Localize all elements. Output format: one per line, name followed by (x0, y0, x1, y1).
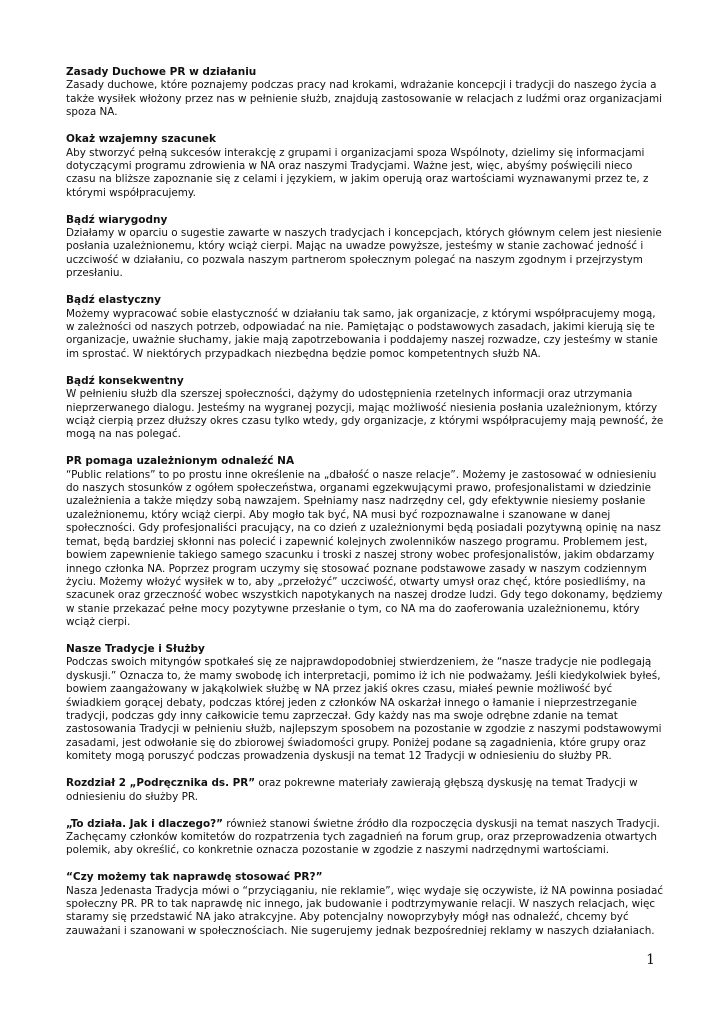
section-paragraph (66, 777, 664, 804)
paragraph-text: oraz pokrewne materiały zawierają głębszą dyskusję na temat Tradycji w odniesieniu do służby PR. (66, 777, 638, 803)
section-paragraph: Działamy w oparciu o sugestie zawarte w naszych tradycjach i koncepcjach, których głównym celem jest niesienie posłania uzależnionemu, który wciąż cierpi. Mając na uwadze powyższe, jesteśmy w stanie zachować jedność i uczciwość w działaniu, co pozwala naszym partnerom społecznym polegać na naszym zgodnym i przejrzystym przesłaniu. (66, 227, 662, 280)
section-paragraph: Nasza Jedenasta Tradycja mówi o “przyciąganiu, nie reklamie”, więc wydaje się oczywiste, iż NA powinna posiadać społeczny PR. PR to tak naprawdę nic innego, jak budowanie i podtrzymywanie relacji. W naszych relacjach, więc staramy się przedstawić NA jako atrakcyjne. Aby potencjalny nowoprzybyły mógł nas odnaleźć, chcemy być zauważani i szanowani w społecznościach. Nie sugerujemy jednak bezpośredniej reklamy w naszych działaniach. (66, 884, 664, 937)
section-paragraph (66, 818, 664, 858)
section-heading: Zasady Duchowe PR w działaniu (66, 66, 257, 78)
bold-lead: „To działa. Jak i dlaczego?” (66, 817, 223, 830)
section-elastyczny (66, 294, 664, 361)
section-wzajemny-szacunek (66, 133, 664, 200)
section-heading: PR pomaga uzależnionym odnaleźć NA (66, 455, 295, 468)
section-rozdzial-2 (66, 777, 664, 804)
paragraph-text: również stanowi świetne źródło dla rozpoczęcia dyskusji na temat naszych Tradycji. Zachęcamy członków komitetów do rozpatrzenia tych zagadnień na forum grup, oraz przeprowadzenia otwartych polemik, aby określić, co konkretnie oznacza pozostanie w zgodzie z naszymi nadrzędnymi wartościami. (66, 817, 660, 857)
section-czy-mozemy (66, 871, 664, 938)
section-heading: Nasze Tradycje i Służby (66, 643, 205, 656)
page-number: 1 (646, 952, 655, 968)
section-konsekwentny (66, 375, 664, 442)
section-zasady-duchowe (66, 66, 664, 120)
section-heading: Bądź wiarygodny (66, 213, 168, 226)
section-heading: “Czy możemy tak naprawdę stosować PR?” (66, 871, 323, 884)
section-paragraph: Aby stworzyć pełną sukcesów interakcję z grupami i organizacjami spoza Wspólnoty, dzielimy się informacjami dotyczącymi programu zdrowienia w NA oraz naszymi Tradycjami. Ważne jest, więc, abyśmy poświęcili nieco czasu na bliższe zapoznanie się z celami i językiem, w jakim operują oraz wartościami wyznawanymi przez te, z którymi współpracujemy. (66, 146, 649, 199)
section-paragraph: W pełnieniu służb dla szerszej społeczności, dążymy do udostępnienia rzetelnych informacji oraz utrzymania nieprzerwanego dialogu. Jesteśmy na wygranej pozycji, mając możliwość niesienia posłania uzależnionym, którzy wciąż cierpią przez dłuższy okres czasu tylko wtedy, gdy organizacje, z którymi współpracujemy mają pewność, że mogą na nas polegać. (66, 388, 664, 441)
section-pr-pomaga (66, 455, 664, 629)
section-to-dziala (66, 818, 664, 858)
section-paragraph: “Public relations” to po prostu inne określenie na „dbałość o nasze relacje”. Możemy je zastosować w odniesieniu do naszych stosunków z ogółem społeczeństwa, organami egzekwującymi prawo, profesjonalistami w dziedzinie uzależnienia a także między sobą nawzajem. Spełniamy nasz nadrzędny cel, gdy efektywnie niesiemy posłanie uzależnionemu, który wciąż cierpi. Aby mogło tak być, NA musi być rozpoznawalne i szanowane w danej społeczności. Gdy profesjonaliści pracujący, na co dzień z uzależnionymi będą posiadali pozytywną opinię na nasz temat, będą bardziej skłonni nas polecić i zapewnić kolejnych zwolenników naszego programu. Problemem jest, bowiem zapewnienie takiego samego szacunku i troski z naszej strony wobec profesjonalistów, jakim obdarzamy innego członka NA. Poprzez program uczymy się stosować poznane podstawowe zasady w naszym codziennym życiu. Możemy włożyć wysiłek w to, aby „przełożyć” uczciwość, otwarty umysł oraz chęć, które posiedliśmy, na szacunek oraz grzeczność wobec wszystkich napotykanych na naszej drodze ludzi. Gdy tego dokonamy, będziemy w stanie przekazać pełne mocy pozytywne przesłanie o tym, co NA ma do zaoferowania uzależnionemu, który wciąż cierpi. (66, 468, 663, 629)
section-paragraph: Możemy wypracować sobie elastyczność w działaniu tak samo, jak organizacje, z którymi współpracujemy mogą, w zależności od naszych potrzeb, odpowiadać na nie. Pamiętając o podstawowych zasadach, jakimi kierują się te organizacje, uważnie słuchamy, jakie mają zapotrzebowania i poddajemy naszej rozwadze, czy jesteśmy w stanie im sprostać. W niektórych przypadkach niezbędna będzie pomoc kompetentnych służb NA. (66, 307, 658, 360)
section-paragraph: Zasady duchowe, które poznajemy podczas pracy nad krokami, wdrażanie koncepcji i tradycji do naszego życia a także wysiłek włożony przez nas w pełnienie służb, znajdują zastosowanie w relacjach z ludźmi oraz organizacjami spoza NA. (66, 79, 662, 119)
section-tradycje-sluzby (66, 643, 664, 764)
section-paragraph: Podczas swoich mityngów spotkałeś się ze najprawdopodobniej stwierdzeniem, że “nasze tradycje nie podlegają dyskusji.” Oznacza to, że mamy swobodę ich interpretacji, pomimo iż ich nie podważamy. Jeśli kiedykolwiek byłeś, bowiem zaangażowany w jakąkolwiek służbę w NA przez jakiś okres czasu, miałeś pewnie możliwość być świadkiem gorącej debaty, podczas której jeden z członków NA oskarżał innego o łamanie i nieprzestrzeganie tradycji, podczas gdy inny całkowicie temu zaprzeczał. Gdy każdy nas ma swoje odrębne zdanie na temat zastosowania Tradycji w pełnieniu służb, najlepszym sposobem na pozostanie w zgodzie z naszymi podstawowymi zasadami, jest odwołanie się do zbiorowej świadomości grupy. Poniżej podane są zagadnienia, które grupy oraz komitety mogą poruszyć podczas prowadzenia dyskusji na temat 12 Tradycji w odniesieniu do służby PR. (66, 656, 662, 763)
bold-lead: Rozdział 2 „Podręcznika ds. PR” (66, 777, 256, 790)
section-heading: Bądź elastyczny (66, 294, 161, 307)
section-wiarygodny (66, 214, 664, 281)
section-heading: Bądź konsekwentny (66, 374, 184, 387)
section-heading: Okaż wzajemny szacunek (66, 133, 217, 146)
